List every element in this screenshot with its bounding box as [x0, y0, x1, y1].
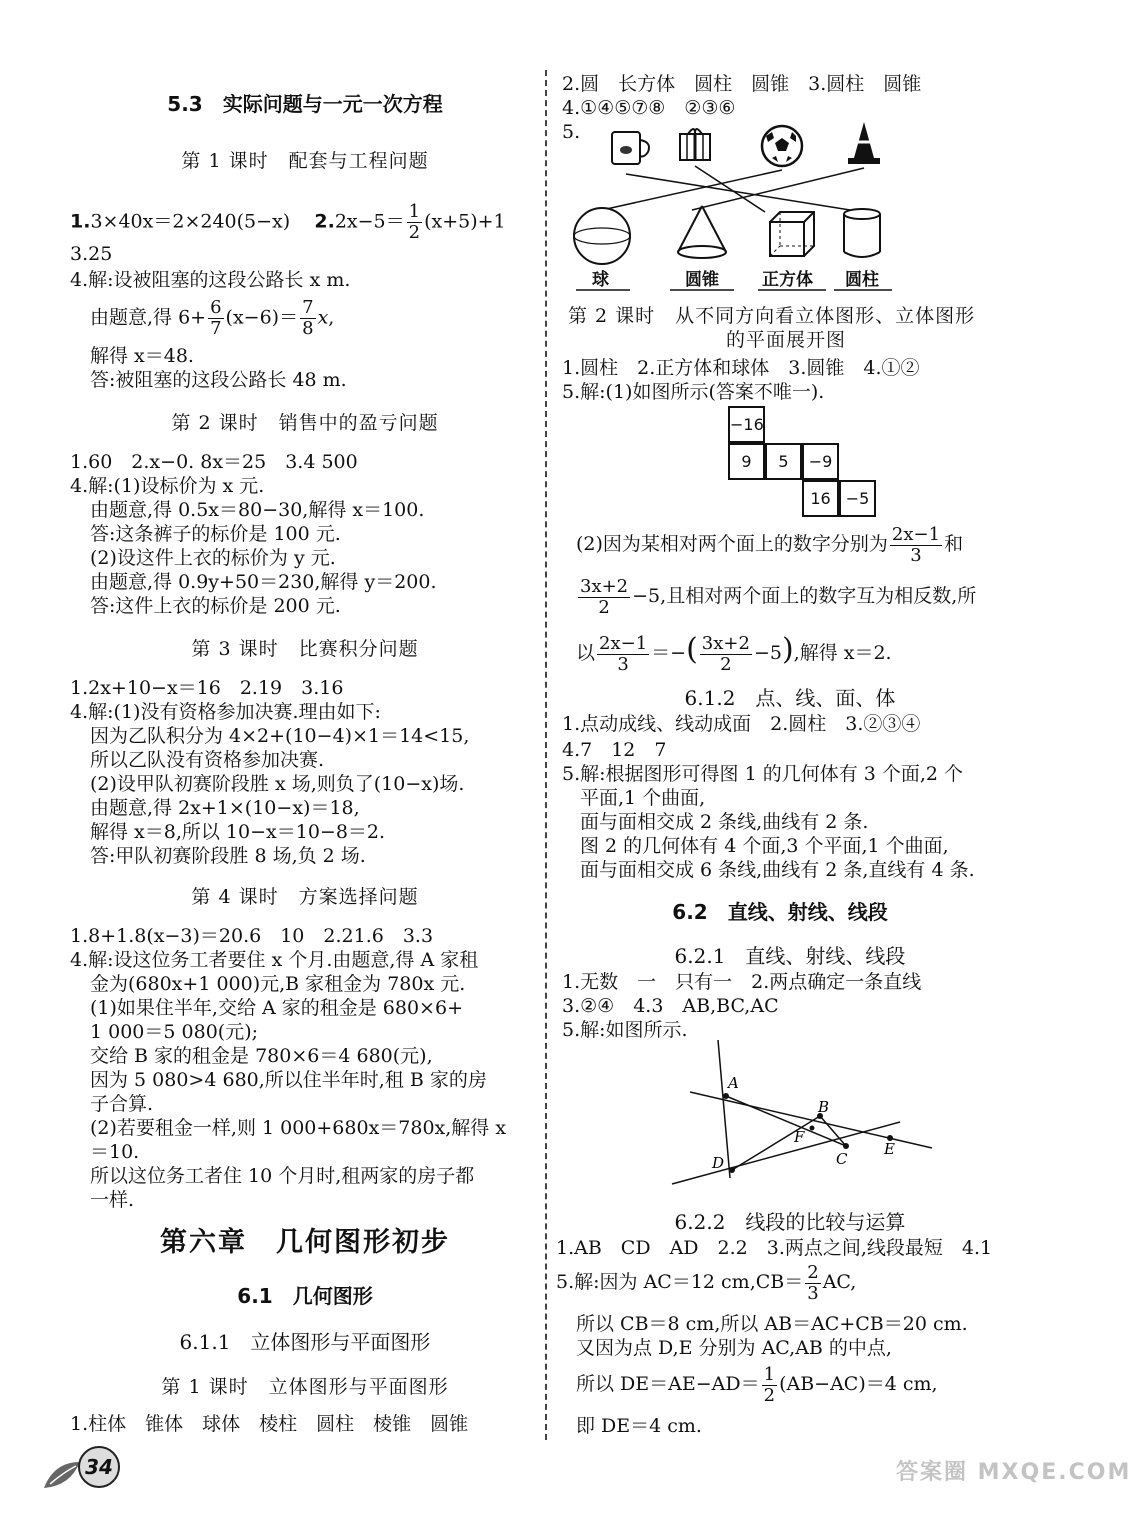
cone-icon [678, 206, 726, 258]
sphere-icon [574, 208, 630, 264]
answer-line: 子合算. [90, 1093, 154, 1115]
answer-line: 4.7 12 7 [562, 739, 667, 761]
cube-net [728, 406, 878, 518]
answer-line: 4.解:设这位务工者要住 x 个月.由题意,得 A 家租 [70, 949, 479, 971]
answer-line: 1.3×40x＝2×240(5−x) 2.2x−5＝ $\frac{1}{2}$ (x+5)+1 [70, 201, 506, 243]
answer-line: 1.60 2.x−0. 8x＝25 3.4 500 [70, 451, 358, 473]
answer-line: 即 DE＝4 cm. [576, 1415, 702, 1437]
chapter-title: 第六章 几何图形初步 [160, 1227, 450, 1258]
answer-line: 因为 5 080>4 680,所以住半年时,租 B 家的房 [90, 1069, 487, 1091]
section-title: 6.2 直线、射线、线段 [672, 900, 888, 924]
answer-line: 以 $\frac{2x-1}{3}$ ＝−( $\frac{3x+2}{2}$ −5),解得 x＝2. [576, 632, 892, 675]
point-c [843, 1143, 849, 1149]
answer-line: 答:这条裤子的标价是 100 元. [90, 523, 341, 545]
fraction: $\frac{2x-1}{3}$ [599, 632, 648, 675]
fraction: $\frac{2}{3}$ [807, 1261, 819, 1304]
answer-line: 所以 CB＝8 cm,所以 AB＝AC+CB＝20 cm. [576, 1313, 968, 1335]
label-f: F [794, 1128, 805, 1146]
lesson-title: 第 1 课时 立体图形与平面图形 [161, 1376, 449, 1398]
label-c: C [836, 1150, 848, 1168]
section-title: 5.3 实际问题与一元一次方程 [167, 92, 443, 116]
answer-line: 3.25 [70, 243, 113, 265]
matching-lines [602, 166, 864, 212]
answer-line: (2)因为某相对两个面上的数字分别为 $\frac{2x-1}{3}$ 和 [576, 523, 964, 566]
answer-line: $\frac{3x+2}{2}$ −5,且相对两个面上的数字互为相反数,所 [580, 575, 977, 618]
watermark: 答案圈 MXQE.COM [896, 1460, 1131, 1485]
net-cell: 9 [728, 443, 765, 480]
answer-line: 答:甲队初赛阶段胜 8 场,负 2 场. [90, 845, 366, 867]
label-d: D [712, 1154, 725, 1172]
point-d [729, 1167, 735, 1173]
answer-line: 又因为点 D,E 分别为 AC,AB 的中点, [576, 1337, 892, 1359]
answer-line: 所以 DE＝AE−AD＝ $\frac{1}{2}$ (AB−AC)＝4 cm, [576, 1363, 938, 1406]
answer-line: 3.②④ 4.3 AB,BC,AC [562, 995, 779, 1017]
fraction: $\frac{6}{7}$ [210, 297, 222, 339]
answer-line: 图 2 的几何体有 4 个面,3 个平面,1 个曲面, [580, 835, 949, 857]
answer-line: 5. [562, 121, 581, 143]
cube-icon [770, 212, 814, 256]
point-a [723, 1093, 729, 1099]
answer-line: 金为(680x+1 000)元,B 家租金为 780x 元. [90, 973, 466, 995]
answer-line: 面与面相交成 2 条线,曲线有 2 条. [580, 811, 869, 833]
net-cell: −5 [839, 480, 876, 517]
answer-line: 1.8+1.8(x−3)＝20.6 10 2.21.6 3.3 [70, 925, 434, 947]
answer-line: 解得 x＝8,所以 10−x＝10−8＝2. [90, 821, 386, 843]
mug-icon [612, 132, 649, 164]
fraction: $\frac{2x-1}{3}$ [891, 523, 941, 566]
answer-line: 4.解:(1)没有资格参加决赛.理由如下: [70, 701, 381, 723]
cylinder-icon [844, 209, 880, 257]
subsection-title: 6.1.1 立体图形与平面图形 [179, 1330, 431, 1354]
answer-line: 所以乙队没有资格参加决赛. [90, 749, 325, 771]
shape-label: 圆锥 [685, 270, 719, 290]
answer-line: 一样. [90, 1189, 135, 1211]
subsection-title: 6.1.2 点、线、面、体 [684, 686, 896, 710]
matching-figure [560, 118, 960, 294]
shape-label: 正方体 [762, 270, 813, 290]
answer-line: (2)若要租金一样,则 1 000+680x＝780x,解得 x [90, 1117, 507, 1139]
line-figure [660, 1036, 960, 1186]
answer-line: 由题意,得 6+ $\frac{6}{7}$ (x−6)＝ $\frac{7}{8}$ x, [90, 297, 335, 339]
answer-line: 由题意,得 2x+1×(10−x)＝18, [90, 797, 360, 819]
label-b: B [818, 1098, 830, 1116]
point-f [810, 1126, 815, 1131]
fraction: $\frac{1}{2}$ [763, 1363, 776, 1406]
net-cell: −16 [728, 406, 765, 443]
answer-line: 5.解:根据图形可得图 1 的几何体有 3 个面,2 个 [562, 763, 964, 785]
lesson-title: 第 4 课时 方案选择问题 [191, 886, 419, 908]
fraction: $\frac{3x+2}{2}$ [701, 632, 750, 675]
answer-line: 答:被阻塞的这段公路长 48 m. [90, 369, 347, 391]
answer-line: 因为乙队积分为 4×2+(10−4)×1＝14<15, [90, 725, 470, 747]
answer-line: 所以这位务工者住 10 个月时,租两家的房子都 [90, 1165, 475, 1187]
answer-line: 4.①④⑤⑦⑧ ②③⑥ [562, 97, 736, 119]
answer-line: 1.无数 一 只有一 2.两点确定一条直线 [562, 971, 922, 993]
answer-line: 1.2x+10−x＝16 2.19 3.16 [70, 677, 344, 699]
label-e: E [884, 1140, 895, 1158]
label-a: A [728, 1074, 739, 1092]
answer-line: 答:这件上衣的标价是 200 元. [90, 595, 341, 617]
answer-line: 1 000＝5 080(元); [90, 1021, 259, 1043]
answer-line: ＝10. [90, 1141, 140, 1163]
answer-line: 5.解:如图所示. [562, 1019, 688, 1041]
shape-label: 球 [592, 270, 609, 290]
gift-box-icon [680, 129, 710, 160]
answer-line: 面与面相交成 6 条线,曲线有 2 条,直线有 4 条. [580, 859, 975, 881]
fraction: $\frac{7}{8}$ [302, 297, 314, 339]
lesson-title: 第 1 课时 配套与工程问题 [181, 150, 429, 172]
subsection-title: 6.2.1 直线、射线、线段 [674, 944, 906, 968]
lesson-title: 第 2 课时 销售中的盈亏问题 [171, 412, 439, 434]
answer-line: 1.AB CD AD 2.2 3.两点之间,线段最短 4.1 [556, 1237, 993, 1259]
answer-line: 解得 x＝48. [90, 345, 194, 367]
answer-line: 交给 B 家的租金是 780×6＝4 680(元), [90, 1045, 433, 1067]
answer-line: 1.柱体 锥体 球体 棱柱 圆柱 棱锥 圆锥 [70, 1413, 469, 1435]
fraction: $\frac{3x+2}{2}$ [580, 575, 629, 618]
segment-bc [820, 1116, 846, 1146]
soccer-ball-icon [762, 126, 802, 166]
answer-line: (2)设甲队初赛阶段胜 x 场,则负了(10−x)场. [90, 773, 465, 795]
subsection-title: 6.2.2 线段的比较与运算 [674, 1210, 906, 1234]
fraction: $\frac{1}{2}$ [408, 201, 421, 243]
page-number: 34 [78, 1446, 120, 1488]
lesson-title: 第 2 课时 从不同方向看立体图形、立体图形 [568, 305, 976, 327]
answer-line: 平面,1 个曲面, [580, 787, 706, 809]
net-cell: 5 [765, 443, 802, 480]
answer-line: (1)如果住半年,交给 A 家的租金是 680×6+ [90, 997, 463, 1019]
lesson-title: 第 3 课时 比赛积分问题 [191, 638, 419, 660]
page-number-badge [40, 1438, 120, 1498]
segment-db [732, 1116, 820, 1170]
line-db [672, 1122, 900, 1184]
net-cell: 16 [802, 480, 839, 517]
answer-line: 由题意,得 0.9y+50＝230,解得 y＝200. [90, 571, 437, 593]
answer-line: 4.解:设被阻塞的这段公路长 x m. [70, 269, 351, 291]
answer-line: 2.圆 长方体 圆柱 圆锥 3.圆柱 圆锥 [562, 73, 922, 95]
answer-line: 5.解:(1)如图所示(答案不唯一). [562, 381, 825, 403]
answer-line: 由题意,得 0.5x＝80−30,解得 x＝100. [90, 499, 425, 521]
answer-line: 1.圆柱 2.正方体和球体 3.圆锥 4.①② [562, 357, 920, 379]
column-divider [545, 70, 547, 1440]
answer-line: (2)设这件上衣的标价为 y 元. [90, 547, 336, 569]
net-cell: −9 [802, 443, 839, 480]
answer-line: 1.点动成线、线动成面 2.圆柱 3.②③④ [562, 713, 921, 735]
answer-line: 5.解:因为 AC＝12 cm,CB＝ $\frac{2}{3}$ AC, [556, 1261, 857, 1304]
answer-line: 4.解:(1)设标价为 x 元. [70, 475, 265, 497]
shape-label: 圆柱 [845, 270, 879, 290]
lesson-title: 的平面展开图 [726, 329, 847, 351]
section-title: 6.1 几何图形 [237, 1284, 373, 1308]
traffic-cone-icon [848, 122, 880, 164]
